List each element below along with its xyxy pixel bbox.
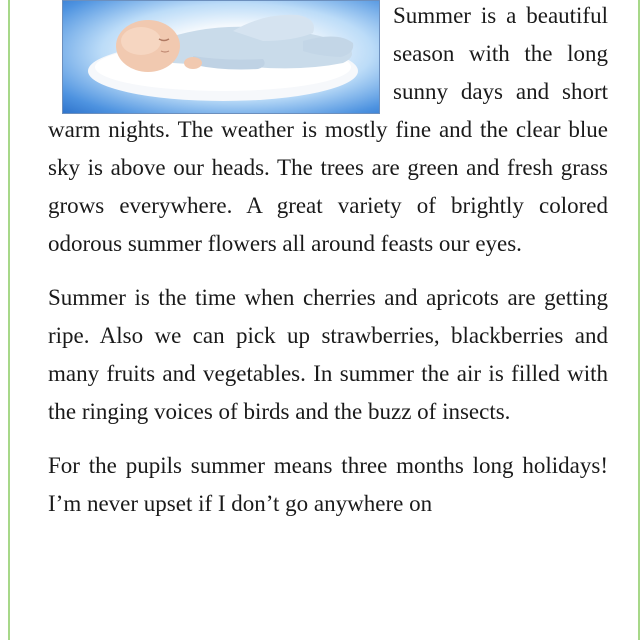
paragraph-1: Summer is a beautiful season with the long sunny days and short warm nights. The weather is mostly fine and the clear blue sky is above our heads. The trees are green and fresh grass grows everywhere. A great variety of brightly colored odorous summer flowers all around feasts our eyes. (48, 3, 608, 256)
paragraph-3: For the pupils summer means three months long holidays! I’m never upset if I don’t go anywhere on (48, 453, 608, 516)
image-float-space (48, 0, 393, 110)
paragraph-2: Summer is the time when cherries and apricots are getting ripe. Also we can pick up strawberries, blackberries and many fruits and vegetables. In summer the air is filled with the ringing voices of birds and the buzz of insects. (48, 285, 608, 424)
page-border-left (8, 0, 10, 640)
article-text (48, 0, 608, 539)
